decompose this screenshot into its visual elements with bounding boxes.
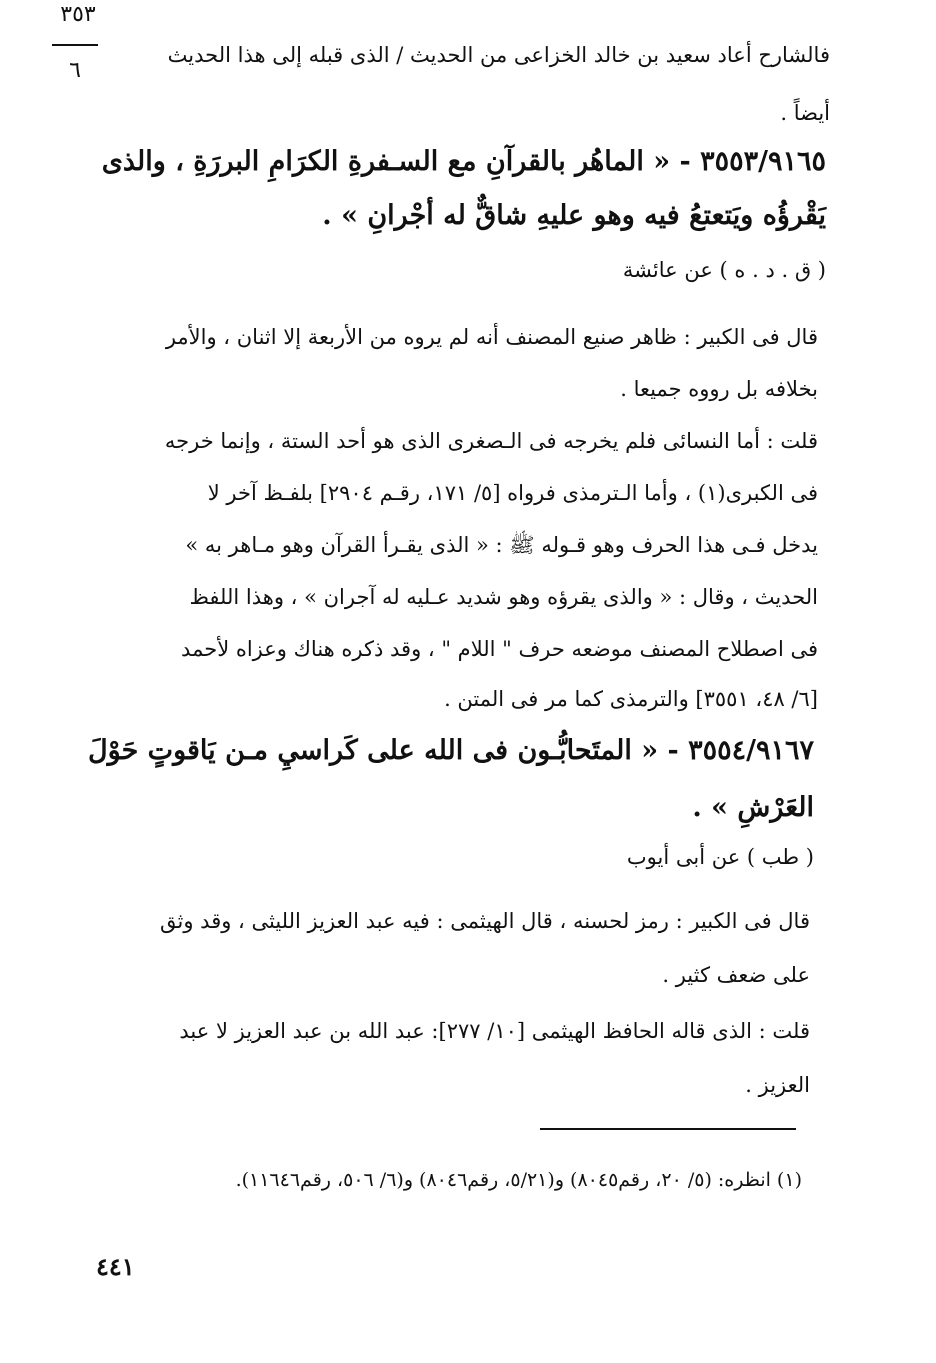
text-line: الحديث ، وقال : « والذى يقرؤه وهو شديد عـليه له آجران » ، وهذا اللفظ: [189, 585, 818, 609]
margin-ref-top: ٣٥٣: [60, 2, 96, 27]
margin-ref-bottom: ٦: [69, 58, 81, 83]
text-line: فالشارح أعاد سعيد بن خالد الخزاعى من الحديث / الذى قبله إلى هذا الحديث: [167, 43, 830, 67]
margin-ref-divider: [52, 44, 98, 46]
hadith-line: يَقْرؤُه ويَتعتعُ فيه وهو عليهِ شاقٌّ له أجْرانِ » .: [322, 200, 826, 231]
text-line: فى اصطلاح المصنف موضعه حرف " اللام " ، وقد ذكره هناك وعزاه لأحمد: [181, 637, 818, 661]
hadith-line: ٣٥٥٣/٩١٦٥ - « الماهُر بالقرآنِ مع السـفرةِ الكرَامِ البررَةِ ، والذى: [101, 146, 826, 177]
hadith-line: ٣٥٥٤/٩١٦٧ - « المتَحابُّـون فى الله على كَراسيِ مـن يَاقوتٍ حَوْلَ: [88, 735, 814, 766]
text-line: قال فى الكبير : ظاهر صنيع المصنف أنه لم يروه من الأربعة إلا اثنان ، والأمر: [165, 325, 818, 349]
page-number: ٤٤١: [96, 1252, 135, 1281]
footnote-divider: [540, 1128, 796, 1130]
text-line: يدخل فـى هذا الحرف وهو قـوله ﷺ : « الذى يقـرأ القرآن وهو مـاهر به »: [185, 533, 818, 557]
footnote: (١) انظره: (٥/ ٢٠، رقم٨٠٤٥) و(٥/٢١، رقم٨٠٤٦) و(٦/ ٥٠٦، رقم١١٦٤٦).: [235, 1169, 802, 1191]
hadith-source: ( ق . د . ه ) عن عائشة: [622, 258, 826, 282]
text-line: قلت : أما النسائى فلم يخرجه فى الـصغرى الذى هو أحد الستة ، وإنما خرجه: [164, 429, 818, 453]
text-line: العزيز .: [745, 1073, 810, 1097]
hadith-source: ( طب ) عن أبى أيوب: [626, 845, 814, 869]
text-line: على ضعف كثير .: [662, 963, 810, 987]
text-line: فى الكبرى(١) ، وأما الـترمذى فرواه [٥/ ١٧١، رقـم ٢٩٠٤] بلفـظ آخر لا: [207, 481, 818, 505]
text-line: [٦/ ٤٨، ٣٥٥١] والترمذى كما مر فى المتن .: [444, 687, 818, 711]
hadith-line: العَرْشِ » .: [692, 792, 814, 823]
text-line: بخلافه بل رووه جميعا .: [620, 377, 818, 401]
text-line: قال فى الكبير : رمز لحسنه ، قال الهيثمى : فيه عبد العزيز الليثى ، وقد وثق: [160, 909, 810, 933]
text-line: أيضاً .: [780, 101, 830, 125]
text-line: قلت : الذى قاله الحافظ الهيثمى [١٠/ ٢٧٧]: عبد الله بن عبد العزيز لا عبد: [179, 1019, 810, 1043]
